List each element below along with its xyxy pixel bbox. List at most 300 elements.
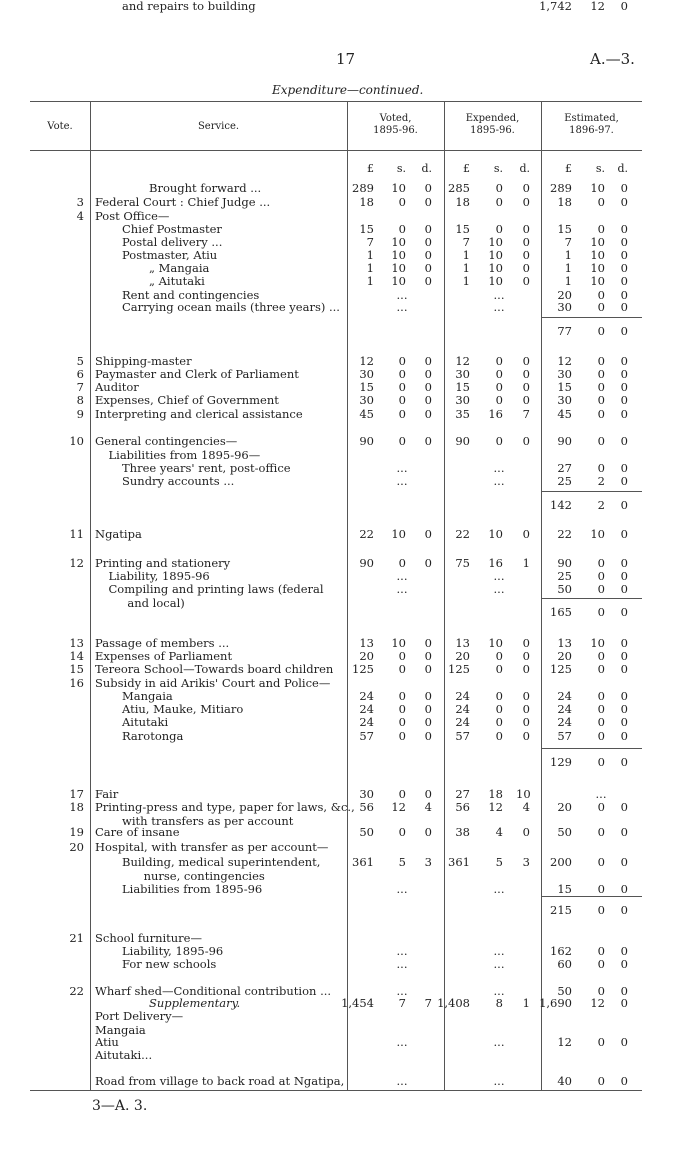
- table-row: [0, 703, 700, 715]
- pence: 0: [424, 787, 432, 801]
- pounds: 90: [455, 434, 470, 448]
- shillings: 10: [590, 636, 605, 650]
- pounds: 15: [557, 380, 572, 394]
- voted-nil: ...: [396, 582, 408, 596]
- pence: 0: [424, 729, 432, 743]
- pounds: 289: [352, 181, 374, 195]
- table-total-row: [0, 756, 700, 768]
- pounds: 27: [557, 461, 572, 475]
- pence: 0: [522, 195, 530, 209]
- table-row: [0, 730, 700, 742]
- pounds: 20: [557, 800, 572, 814]
- pounds: 24: [557, 715, 572, 729]
- currency-pound-heading-expended: £: [463, 162, 470, 175]
- pence: 0: [424, 181, 432, 195]
- shillings: 10: [391, 248, 406, 262]
- expended-nil: ...: [493, 569, 505, 583]
- vote-number: 22: [69, 984, 84, 998]
- pence: 7: [522, 407, 530, 421]
- pence: 0: [620, 0, 628, 13]
- pounds: 57: [455, 729, 470, 743]
- pounds: 13: [557, 636, 572, 650]
- table-row: [0, 826, 700, 838]
- pence: 0: [522, 367, 530, 381]
- pence: 0: [424, 380, 432, 394]
- service-description: and local): [127, 596, 185, 610]
- pence: 0: [620, 662, 628, 676]
- expended-nil: ...: [493, 957, 505, 971]
- table-row: [0, 677, 700, 689]
- shillings: 5: [495, 855, 503, 869]
- table-top-rule: [30, 101, 642, 102]
- service-description: For new schools: [122, 957, 217, 971]
- pence: 0: [522, 380, 530, 394]
- pounds: 15: [557, 222, 572, 236]
- pounds: 18: [557, 195, 572, 209]
- service-description: Carrying ocean mails (three years) ...: [122, 300, 340, 314]
- shillings: 12: [590, 0, 605, 13]
- pounds: 12: [359, 354, 374, 368]
- pence: 0: [620, 996, 628, 1010]
- service-description: Mangaia: [95, 1023, 146, 1037]
- shillings: 0: [495, 689, 503, 703]
- shillings: 10: [391, 181, 406, 195]
- service-description: Postmaster, Atiu: [122, 248, 218, 262]
- table-row: [0, 223, 700, 235]
- currency-s-heading-expended: s.: [493, 162, 503, 175]
- pounds: 22: [359, 527, 374, 541]
- pounds: 57: [557, 729, 572, 743]
- shillings: 0: [495, 354, 503, 368]
- shillings: 10: [488, 527, 503, 541]
- subtotal-rule: [541, 317, 642, 318]
- shillings: 7: [398, 996, 406, 1010]
- pounds: 90: [557, 434, 572, 448]
- pounds: 165: [550, 605, 572, 619]
- service-description: Subsidy in aid Arikis' Court and Police—: [95, 676, 331, 690]
- table-row: [0, 663, 700, 675]
- shillings: 0: [597, 556, 605, 570]
- table-row: [0, 690, 700, 702]
- pence: 0: [424, 689, 432, 703]
- pence: 0: [424, 825, 432, 839]
- pounds: 1: [366, 261, 374, 275]
- table-row: [0, 932, 700, 944]
- vote-number: 5: [76, 354, 84, 368]
- pence: 0: [620, 1035, 628, 1049]
- pounds: 24: [557, 702, 572, 716]
- pence: 3: [522, 855, 530, 869]
- pounds: 30: [359, 787, 374, 801]
- service-description: nurse, contingencies: [143, 869, 265, 883]
- table-row: [0, 196, 700, 208]
- table-bottom-rule: [30, 1090, 642, 1091]
- estimated-nil: ...: [595, 787, 607, 801]
- pence: 0: [424, 248, 432, 262]
- service-description: Care of insane: [95, 825, 180, 839]
- service-description: Federal Court : Chief Judge ...: [95, 195, 271, 209]
- pounds: 7: [462, 235, 470, 249]
- service-description: Passage of members ...: [95, 636, 230, 650]
- shillings: 0: [597, 324, 605, 338]
- pence: 0: [424, 636, 432, 650]
- page-number: 17: [336, 50, 356, 68]
- pounds: 24: [359, 702, 374, 716]
- pounds: 1: [564, 248, 572, 262]
- voted-nil: ...: [396, 984, 408, 998]
- shillings: 0: [398, 222, 406, 236]
- col-header-voted: [347, 113, 444, 137]
- service-description: Auditor: [95, 380, 139, 394]
- shillings: 10: [488, 274, 503, 288]
- pence: 0: [620, 527, 628, 541]
- pence: 0: [620, 957, 628, 971]
- shillings: 0: [597, 944, 605, 958]
- pence: 1: [522, 556, 530, 570]
- pence: 0: [522, 393, 530, 407]
- table-row: [0, 801, 700, 813]
- pounds: 289: [550, 181, 572, 195]
- subtotal-rule: [541, 896, 642, 897]
- pence: 0: [620, 689, 628, 703]
- expended-nil: ...: [493, 1035, 505, 1049]
- pounds: 24: [557, 689, 572, 703]
- vote-number: 3: [76, 195, 84, 209]
- service-description: Printing-press and type, paper for laws, &c.,: [95, 800, 355, 814]
- pounds: 50: [359, 825, 374, 839]
- pounds: 20: [557, 649, 572, 663]
- expended-nil: ...: [493, 984, 505, 998]
- shillings: 0: [597, 903, 605, 917]
- voted-nil: ...: [396, 882, 408, 896]
- table-row: [0, 408, 700, 420]
- pence: 0: [620, 274, 628, 288]
- pence: 0: [620, 248, 628, 262]
- voted-nil: ...: [396, 1035, 408, 1049]
- shillings: 10: [590, 274, 605, 288]
- currency-pound-heading-voted: £: [367, 162, 374, 175]
- pence: 4: [424, 800, 432, 814]
- shillings: 10: [590, 181, 605, 195]
- pence: 0: [522, 527, 530, 541]
- pence: 0: [620, 729, 628, 743]
- service-description: Three years' rent, post-office: [122, 461, 291, 475]
- service-description: Aitutaki: [122, 715, 169, 729]
- pence: 0: [620, 222, 628, 236]
- pounds: 35: [455, 407, 470, 421]
- pence: 0: [620, 288, 628, 302]
- shillings: 16: [488, 407, 503, 421]
- shillings: 10: [391, 636, 406, 650]
- shillings: 10: [590, 235, 605, 249]
- vote-number: 17: [69, 787, 84, 801]
- pence: 0: [620, 800, 628, 814]
- pounds: 7: [366, 235, 374, 249]
- shillings: 0: [597, 984, 605, 998]
- expended-nil: ...: [493, 288, 505, 302]
- pounds: 77: [557, 324, 572, 338]
- service-description: Expenses, Chief of Government: [95, 393, 279, 407]
- pounds: 7: [564, 235, 572, 249]
- col-header-vote: Vote.: [47, 121, 73, 132]
- currency-s-heading-voted: s.: [396, 162, 406, 175]
- shillings: 10: [391, 261, 406, 275]
- pounds: 30: [359, 367, 374, 381]
- shillings: 8: [495, 996, 503, 1010]
- vote-number: 18: [69, 800, 84, 814]
- pence: 0: [620, 261, 628, 275]
- pounds: 90: [359, 556, 374, 570]
- shillings: 0: [495, 367, 503, 381]
- shillings: 0: [597, 195, 605, 209]
- pounds: 361: [352, 855, 374, 869]
- vote-number: 13: [69, 636, 84, 650]
- pence: 0: [522, 261, 530, 275]
- pounds: 1: [564, 261, 572, 275]
- pence: 0: [522, 354, 530, 368]
- pence: 0: [620, 407, 628, 421]
- pounds: 1: [366, 248, 374, 262]
- pence: 0: [620, 474, 628, 488]
- shillings: 12: [488, 800, 503, 814]
- shillings: 0: [597, 300, 605, 314]
- shillings: 0: [597, 715, 605, 729]
- pounds: 1,454: [341, 996, 374, 1010]
- pence: 0: [522, 702, 530, 716]
- vote-number: 12: [69, 556, 84, 570]
- table-row: [0, 570, 700, 582]
- pounds: 1,408: [437, 996, 470, 1010]
- service-description: Atiu, Mauke, Mitiaro: [122, 702, 244, 716]
- pence: 0: [424, 195, 432, 209]
- table-row: [0, 841, 700, 853]
- table-row: [0, 1010, 700, 1022]
- pounds: 15: [557, 882, 572, 896]
- pence: 0: [424, 222, 432, 236]
- pence: 1: [522, 996, 530, 1010]
- service-description: Aitutaki...: [95, 1048, 153, 1062]
- table-total-row: [0, 499, 700, 511]
- service-description: Printing and stationery: [95, 556, 231, 570]
- pounds: 20: [359, 649, 374, 663]
- shillings: 0: [398, 367, 406, 381]
- currency-d-heading-voted: d.: [421, 162, 432, 175]
- col-header-estimated-line2: 1896-97.: [569, 125, 614, 136]
- pence: 3: [424, 855, 432, 869]
- pence: 0: [620, 984, 628, 998]
- pounds: 50: [557, 582, 572, 596]
- col-header-expended-line1: Expended,: [465, 113, 520, 124]
- col-header-expended: [444, 113, 541, 137]
- shillings: 10: [590, 248, 605, 262]
- shillings: 0: [597, 354, 605, 368]
- shillings: 0: [597, 380, 605, 394]
- shillings: 0: [597, 855, 605, 869]
- voted-nil: ...: [396, 1074, 408, 1088]
- page-subtitle: Expenditure—continued.: [272, 83, 424, 97]
- shillings: 2: [597, 474, 605, 488]
- pence: 0: [424, 261, 432, 275]
- pence: 10: [516, 787, 531, 801]
- pence: 0: [522, 636, 530, 650]
- voted-nil: ...: [396, 474, 408, 488]
- service-description: with transfers as per account: [122, 814, 294, 828]
- pounds: 20: [557, 288, 572, 302]
- expended-nil: ...: [493, 582, 505, 596]
- pounds: 125: [352, 662, 374, 676]
- service-description: Rent and contingencies: [122, 288, 260, 302]
- table-row: [0, 381, 700, 393]
- shillings: 0: [597, 689, 605, 703]
- table-row: [0, 449, 700, 461]
- pence: 0: [522, 434, 530, 448]
- shillings: 0: [597, 393, 605, 407]
- shillings: 0: [597, 569, 605, 583]
- voted-nil: ...: [396, 957, 408, 971]
- table-row: [0, 958, 700, 970]
- pounds: 24: [359, 689, 374, 703]
- service-description: Port Delivery—: [95, 1009, 184, 1023]
- shillings: 0: [398, 380, 406, 394]
- pence: 0: [620, 300, 628, 314]
- voted-nil: ...: [396, 944, 408, 958]
- pence: 0: [620, 855, 628, 869]
- vote-number: 21: [69, 931, 84, 945]
- shillings: 0: [398, 649, 406, 663]
- shillings: 0: [398, 407, 406, 421]
- shillings: 0: [495, 662, 503, 676]
- shillings: 4: [495, 825, 503, 839]
- service-description: Interpreting and clerical assistance: [95, 407, 303, 421]
- service-description: General contingencies—: [95, 434, 238, 448]
- shillings: 10: [488, 248, 503, 262]
- pence: 0: [620, 702, 628, 716]
- pounds: 361: [448, 855, 470, 869]
- pounds: 56: [359, 800, 374, 814]
- pence: 0: [424, 715, 432, 729]
- service-description: Fair: [95, 787, 119, 801]
- pence: 0: [620, 181, 628, 195]
- pounds: 18: [359, 195, 374, 209]
- pounds: 30: [455, 367, 470, 381]
- subtotal-rule: [541, 598, 642, 599]
- pence: 0: [522, 825, 530, 839]
- pounds: 45: [557, 407, 572, 421]
- vote-number: 8: [76, 393, 84, 407]
- pence: 0: [522, 649, 530, 663]
- pence: 7: [424, 996, 432, 1010]
- pence: 0: [522, 689, 530, 703]
- voted-nil: ...: [396, 288, 408, 302]
- pounds: 1: [462, 248, 470, 262]
- service-description: Compiling and printing laws (federal: [108, 582, 324, 596]
- pence: 0: [522, 662, 530, 676]
- pence: 0: [424, 407, 432, 421]
- vote-number: 19: [69, 825, 84, 839]
- shillings: 0: [597, 957, 605, 971]
- pounds: 50: [557, 825, 572, 839]
- table-row: [0, 475, 700, 487]
- col-header-expended-line2: 1895-96.: [470, 125, 515, 136]
- shillings: 0: [597, 649, 605, 663]
- table-row: [0, 301, 700, 313]
- pence: 0: [620, 755, 628, 769]
- shillings: 0: [597, 605, 605, 619]
- table-row: [0, 249, 700, 261]
- pounds: 24: [455, 689, 470, 703]
- shillings: 0: [597, 882, 605, 896]
- vote-number: 11: [69, 527, 84, 541]
- vote-number: 4: [76, 209, 84, 223]
- shillings: 0: [398, 434, 406, 448]
- pounds: 30: [557, 393, 572, 407]
- pence: 0: [424, 367, 432, 381]
- currency-d-heading-expended: d.: [519, 162, 530, 175]
- table-row: [0, 1049, 700, 1061]
- pence: 0: [620, 825, 628, 839]
- pounds: 13: [359, 636, 374, 650]
- pounds: 22: [455, 527, 470, 541]
- pence: 0: [424, 393, 432, 407]
- pence: 0: [620, 235, 628, 249]
- service-description: Liability, 1895-96: [122, 944, 224, 958]
- shillings: 0: [398, 354, 406, 368]
- pounds: 15: [455, 222, 470, 236]
- table-row: [0, 236, 700, 248]
- voted-nil: ...: [396, 461, 408, 475]
- shillings: 0: [495, 729, 503, 743]
- pounds: 22: [557, 527, 572, 541]
- pounds: 1: [366, 274, 374, 288]
- col-header-estimated-line1: Estimated,: [564, 113, 619, 124]
- pounds: 90: [557, 556, 572, 570]
- table-row: [0, 368, 700, 380]
- service-description: School furniture—: [95, 931, 202, 945]
- pence: 0: [620, 461, 628, 475]
- shillings: 2: [597, 498, 605, 512]
- pence: 0: [522, 729, 530, 743]
- table-total-row: [0, 606, 700, 618]
- shillings: 0: [597, 222, 605, 236]
- pounds: 20: [455, 649, 470, 663]
- pounds: 60: [557, 957, 572, 971]
- voted-nil: ...: [396, 569, 408, 583]
- pounds: 125: [448, 662, 470, 676]
- shillings: 12: [391, 800, 406, 814]
- pounds: 12: [557, 354, 572, 368]
- service-description: Sundry accounts ...: [122, 474, 235, 488]
- table-row: [0, 394, 700, 406]
- vote-number: 15: [69, 662, 84, 676]
- pounds: 57: [359, 729, 374, 743]
- shillings: 0: [495, 195, 503, 209]
- service-description: „ Mangaia: [149, 261, 210, 275]
- vote-number: 14: [69, 649, 84, 663]
- table-row: [0, 210, 700, 222]
- table-row: [0, 788, 700, 800]
- pence: 0: [620, 582, 628, 596]
- pounds: 25: [557, 569, 572, 583]
- shillings: 10: [488, 235, 503, 249]
- table-row: [0, 355, 700, 367]
- table-total-row: [0, 325, 700, 337]
- col-header-service: Service.: [197, 121, 240, 132]
- table-row: [0, 870, 700, 882]
- expended-nil: ...: [493, 300, 505, 314]
- service-description: and repairs to building: [122, 0, 256, 13]
- shillings: 0: [398, 556, 406, 570]
- pounds: 27: [455, 787, 470, 801]
